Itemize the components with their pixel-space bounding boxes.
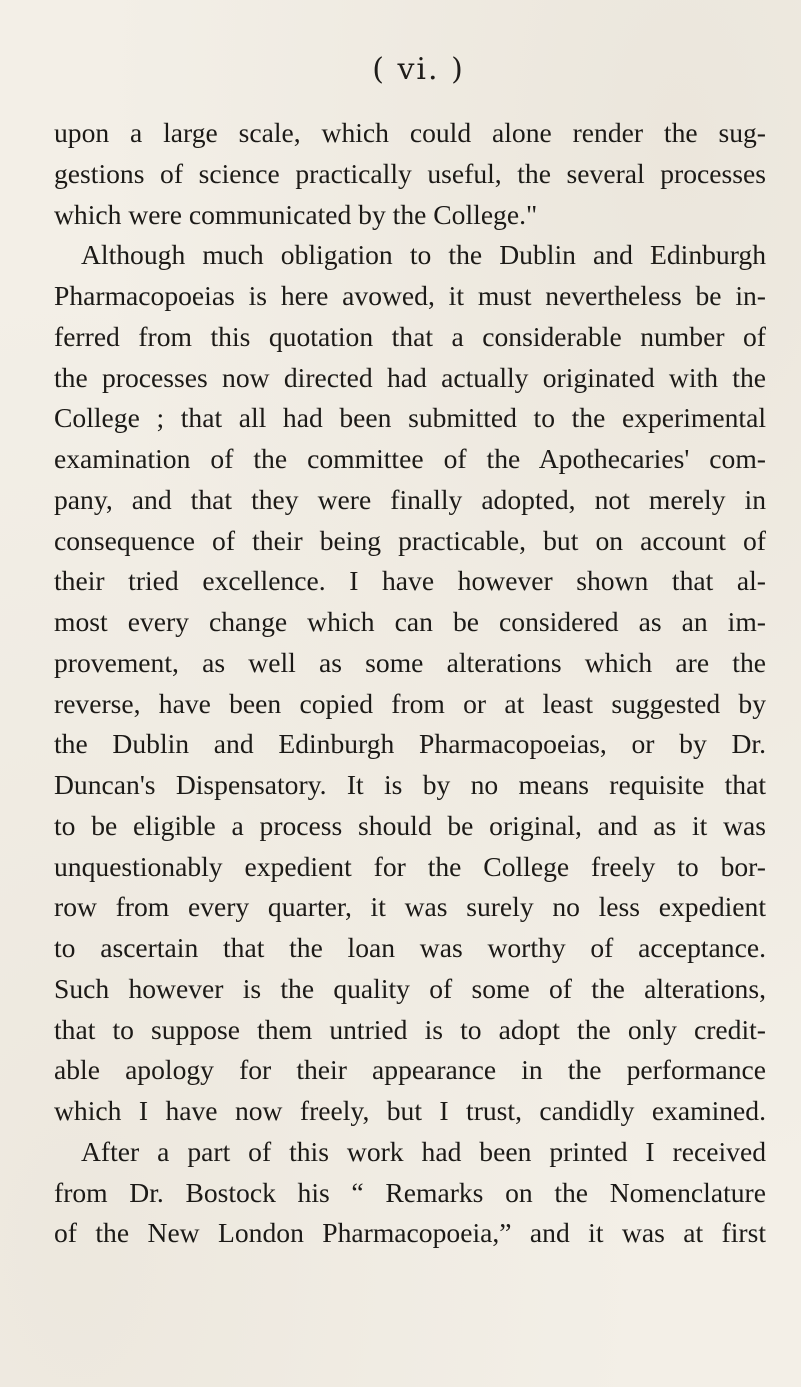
text-line: most every change which can be considered as an im- [54, 606, 766, 637]
text-line: which I have now freely, but I trust, candidly examined. [54, 1095, 766, 1126]
text-line: to ascertain that the loan was worthy of acceptance. [54, 932, 766, 963]
body-text [54, 113, 766, 1254]
text-line: the processes now directed had actually originated with the [54, 361, 766, 393]
text-line: consequence of their being practicable, but on account of [54, 524, 766, 556]
text-line: provement, as well as some alterations which are the [54, 646, 766, 678]
text-line: to be eligible a process should be original, and as it was [54, 809, 766, 841]
text-line: reverse, have been copied from or at least suggested by [54, 687, 766, 719]
text-line: that to suppose them untried is to adopt the only credit- [54, 1013, 766, 1045]
page-number: ( vi. ) [372, 52, 465, 87]
text-line: of the New London Pharmacopoeia,” and it was at first [54, 1217, 766, 1249]
text-line: able apology for their appearance in the performance [54, 1054, 766, 1086]
paragraph-start-line: After a part of this work had been printed I received [81, 1135, 766, 1167]
text-line: examination of the committee of the Apothecaries' com- [54, 443, 766, 474]
text-line: row from every quarter, it was surely no less expedient [54, 891, 766, 923]
text-line: unquestionably expedient for the College freely to bor- [54, 850, 766, 882]
text-line: their tried excellence. I have however shown that al- [54, 565, 766, 597]
text-line: Duncan's Dispensatory. It is by no means requisite that [54, 769, 766, 800]
text-line: Such however is the quality of some of the alterations, [54, 972, 766, 1004]
text-line: gestions of science practically useful, the several processes [54, 157, 766, 189]
text-line: the Dublin and Edinburgh Pharmacopoeias, or by Dr. [54, 728, 766, 760]
paragraph-start-line: Although much obligation to the Dublin and Edinburgh [81, 239, 766, 271]
text-line: ferred from this quotation that a considerable number of [54, 320, 766, 352]
text-line: from Dr. Bostock his “ Remarks on the Nomenclature [54, 1176, 766, 1208]
text-line: College ; that all had been submitted to the experimental [54, 402, 766, 434]
text-line: pany, and that they were finally adopted, not merely in [54, 483, 766, 515]
text-line: upon a large scale, which could alone render the sug- [54, 117, 766, 148]
text-line: which were communicated by the College." [54, 198, 538, 230]
text-line: Pharmacopoeias is here avowed, it must nevertheless be in- [54, 280, 766, 311]
